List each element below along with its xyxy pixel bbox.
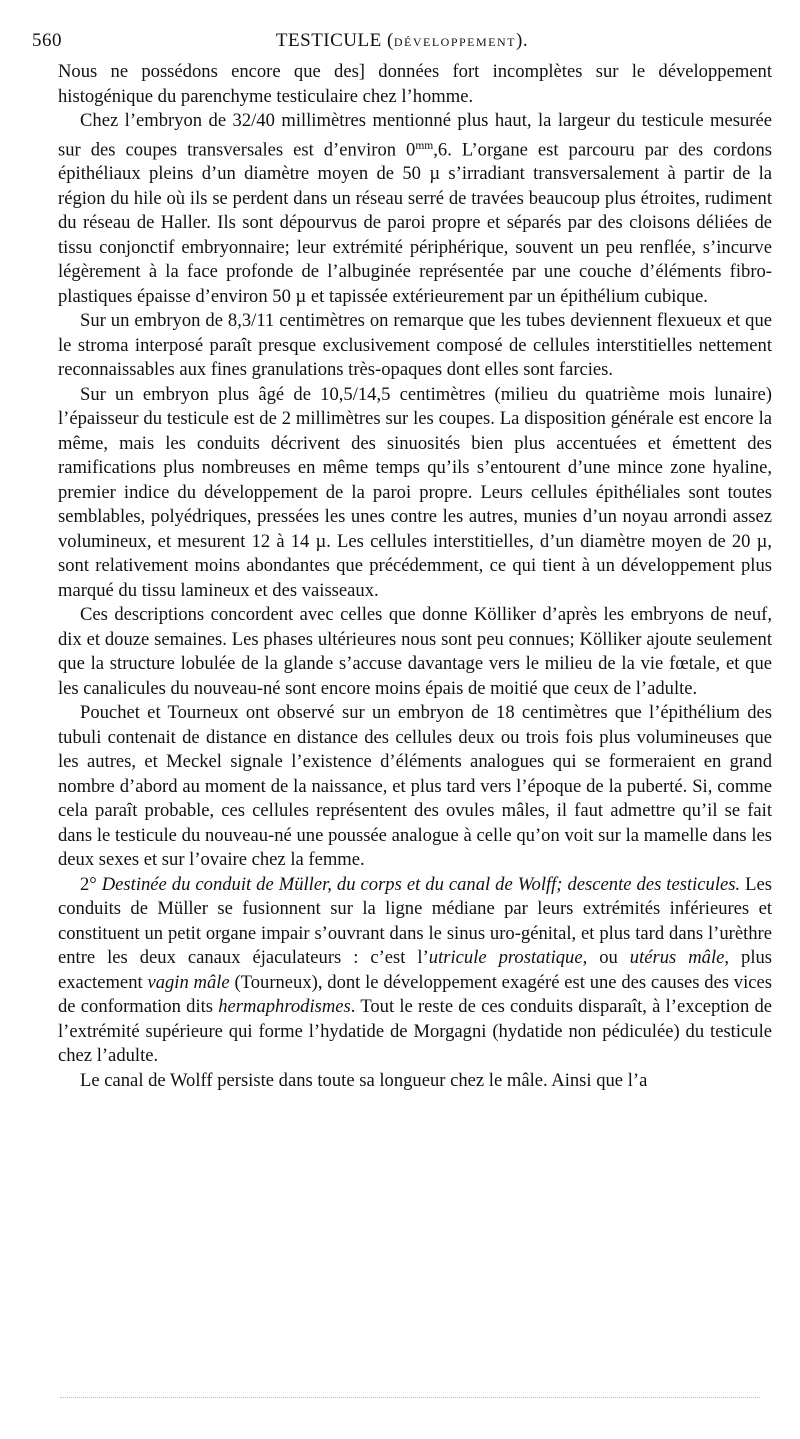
- paragraph-2-text-b: ,6. L’organe est parcouru par des cordons épithéliaux pleins d’un diamètre moyen de 50 µ s’irradiant transversalement à partir de la région du hile où ils se perdent dans un réseau serré de travées beaucoup plus étroites, rudiment du réseau de Haller. Ils sont dépourvus de paroi propre et séparés par des cloisons déliées de tissu conjonctif embryonnaire; leur extrémité périphérique, souvent un peu renflée, s’incurve légèrement à la face profonde de l’albuginée représentée par une couche d’éléments fibro-plastiques épaisse d’environ 50 µ et tapissée extérieurement par un épithélium cubique.: [58, 138, 772, 307]
- paragraph-7-text-e: . Tout le reste de ces conduits disparaît, à l’exception de l’extrémité supérieure qui forme l’hydatide de Morgagni (hydatide non pédiculée) du testicule chez l’adulte.: [58, 996, 773, 1067]
- section-number: 2°: [80, 873, 102, 895]
- paragraph-3-text: Sur un embryon de 8,3/11 centimètres on remarque que les tubes deviennent flexueux et que le stroma interposé paraît presque exclusivement composé de cellules interstitielles nettement reconnaissables aux fines granulations très-opaques dont elles sont farcies.: [58, 310, 772, 381]
- term-utricule-prostatique: utricule prostatique: [428, 947, 583, 969]
- page-number: 560: [32, 30, 62, 51]
- paragraph-3: [58, 309, 772, 383]
- term-vagin-male: vagin mâle: [147, 971, 230, 993]
- paragraph-2-text-a: Chez l’embryon de 32/40 millimètres mentionné plus haut, la largeur du testicule mesurée sur des coupes transversales est d’environ 0: [58, 110, 772, 160]
- paragraph-5: [58, 603, 772, 701]
- running-head: [32, 30, 772, 52]
- page-header: [32, 30, 772, 54]
- running-head-title: TESTICULE: [275, 30, 382, 51]
- paragraph-8-text: Le canal de Wolff persiste dans toute sa longueur chez le mâle. Ainsi que l’a: [80, 1069, 648, 1091]
- running-head-paren-close: ).: [516, 30, 529, 51]
- paragraph-7-text-c: , plus exactement: [58, 947, 773, 993]
- paragraph-1-text: Nous ne possédons encore que des] données fort incomplètes sur le développement histogénique du parenchyme testiculaire chez l’homme.: [58, 61, 772, 107]
- section-heading: Destinée du conduit de Müller, du corps et du canal de Wolff; descente des testicules.: [101, 873, 741, 895]
- paragraph-5-text: Ces descriptions concordent avec celles que donne Kölliker d’après les embryons de neuf, dix et douze semaines. Les phases ultérieures nous sont peu connues; Kölliker ajoute seulement que la structure lobulée de la glande s’accuse davantage vers le milieu de la vie fœtale, et que les canalicules du nouveau-né sont encore moins épais de moitié que ceux de l’adulte.: [58, 604, 772, 699]
- paragraph-4-text: Sur un embryon plus âgé de 10,5/14,5 centimètres (milieu du quatrième mois lunaire) l’épaisseur du testicule est de 2 millimètres sur les coupes. La disposition générale est encore la même, mais les conduits décrivent des sinuosités bien plus accentuées et émettent des ramifications plus nombreuses en même temps qu’ils s’entourent d’une mince zone hyaline, premier indice du développement de la paroi propre. Leurs cellules épithéliales sont toutes semblables, polyédriques, pressées les unes contre les autres, munies d’un noyau arrondi assez volumineux, et mesurent 12 à 14 µ. Les cellules interstitielles, d’un diamètre moyen de 20 µ, sont relativement moins abondantes que précédemment, ce qui tient à un développement plus marqué du tissu lamineux et des vaisseaux.: [58, 383, 772, 601]
- paragraph-2-unit: mm: [415, 139, 434, 152]
- paragraph-7-text-d: (Tourneux), dont le développement exagéré est une des causes des vices de conformation dits: [58, 971, 772, 1018]
- paragraph-7-text-b: , ou: [582, 947, 630, 969]
- paragraph-1: [58, 60, 772, 109]
- term-hermaphrodismes: hermaphrodismes: [218, 996, 351, 1018]
- body-text: [58, 60, 772, 1093]
- paragraph-8: [58, 1069, 772, 1094]
- paragraph-7: [58, 873, 772, 1069]
- paragraph-6: [58, 701, 772, 873]
- running-head-paren-open: (: [387, 30, 394, 51]
- paragraph-4: [58, 383, 772, 604]
- paragraph-6-text: Pouchet et Tourneux ont observé sur un embryon de 18 centimètres que l’épithélium des tubuli contenait de distance en distance des cellules deux ou trois fois plus volumineuses que les autres, et Meckel signale l’existence d’éléments analogues qui se formeraient en grand nombre d’abord au moment de la naissance, et plus tard vers l’époque de la puberté. Si, comme cela paraît probable, ces cellules représentent des ovules mâles, il faut admettre qu’il se fait dans le testicule du nouveau-né une poussée analogue à celle qu’on voit sur la mamelle dans les deux sexes et sur l’ovaire chez la femme.: [58, 702, 772, 871]
- running-head-subtitle: DÉVELOPPEMENT: [393, 35, 516, 49]
- term-uterus-male: utérus mâle: [629, 947, 725, 969]
- paragraph-7-text-a: Les conduits de Müller se fusionnent sur la ligne médiane par leurs extrémités inférieures et constituent un petit organe impair s’ouvrant dans le sinus uro-génital, et plus tard dans l’urèthre entre les deux canaux éjaculateurs : c’est l’: [58, 873, 773, 969]
- footer-bleed-line: [60, 1397, 760, 1398]
- paragraph-2: [58, 109, 772, 309]
